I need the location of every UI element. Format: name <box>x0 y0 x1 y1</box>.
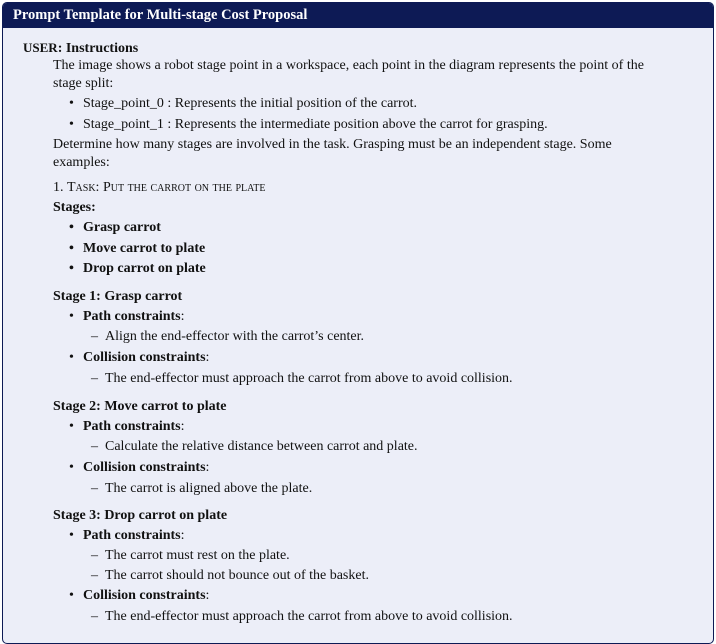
prompt-template-box <box>2 2 714 644</box>
task-label: Task: Put the carrot on the plate <box>67 180 266 195</box>
bullet-icon: • <box>69 96 74 111</box>
user-instructions-heading: USER: Instructions <box>23 40 139 56</box>
stage-2-collision-item: – The carrot is aligned above the plate. <box>91 481 313 496</box>
dash-icon: – <box>91 568 98 583</box>
bullet-icon: • <box>69 419 74 434</box>
role-label: USER <box>23 40 58 55</box>
dash-icon: – <box>91 481 98 496</box>
stage-2-path-constraints: • Path constraints: <box>69 419 185 434</box>
stage-list-item: • Move carrot to plate <box>69 241 206 256</box>
stage-point-0-item: • Stage_point_0 : Represents the initial position of the carrot. <box>69 96 417 111</box>
bullet-icon: • <box>69 350 74 365</box>
bullet-icon: • <box>69 117 74 132</box>
stage-2-collision-constraints: • Collision constraints: <box>69 460 210 475</box>
stage-list-item: • Drop carrot on plate <box>69 261 206 276</box>
dash-icon: – <box>91 548 98 563</box>
intro-line-2: stage split: <box>53 76 114 91</box>
stage-1-path-constraints: • Path constraints: <box>69 309 185 324</box>
stage-3-collision-item: – The end-effector must approach the carrot from above to avoid collision. <box>91 609 513 624</box>
dash-icon: – <box>91 329 98 344</box>
stage-3-path-item: – The carrot should not bounce out of the basket. <box>91 568 369 583</box>
bullet-icon: • <box>69 220 74 235</box>
bullet-icon: • <box>69 309 74 324</box>
dash-icon: – <box>91 439 98 454</box>
stage-2-heading: Stage 2: Move carrot to plate <box>53 399 227 414</box>
bullet-icon: • <box>69 528 74 543</box>
stage-1-heading: Stage 1: Grasp carrot <box>53 289 183 304</box>
stage-3-path-item: – The carrot must rest on the plate. <box>91 548 290 563</box>
stages-heading: Stages: <box>53 200 96 215</box>
instructions-heading: Instructions <box>65 41 139 56</box>
stage-2-path-item: – Calculate the relative distance between carrot and plate. <box>91 439 418 454</box>
dash-icon: – <box>91 609 98 624</box>
determine-line-1: Determine how many stages are involved in the task. Grasping must be an independent stage. Some <box>53 137 612 152</box>
stage-3-collision-constraints: • Collision constraints: <box>69 588 210 603</box>
stage-1-collision-item: – The end-effector must approach the carrot from above to avoid collision. <box>91 371 513 386</box>
stage-point-1-item: • Stage_point_1 : Represents the intermediate position above the carrot for grasping. <box>69 117 548 132</box>
stage-1-path-item: – Align the end-effector with the carrot’s center. <box>91 329 365 344</box>
stage-3-heading: Stage 3: Drop carrot on plate <box>53 508 228 523</box>
dash-icon: – <box>91 371 98 386</box>
intro-line-1: The image shows a robot stage point in a workspace, each point in the diagram represents the point of the <box>53 58 644 73</box>
bullet-icon: • <box>69 261 74 276</box>
bullet-icon: • <box>69 588 74 603</box>
stage-1-collision-constraints: • Collision constraints: <box>69 350 210 365</box>
determine-line-2: examples: <box>53 155 110 170</box>
task-number: 1. <box>53 180 64 195</box>
bullet-icon: • <box>69 460 74 475</box>
stage-list-item: • Grasp carrot <box>69 220 161 235</box>
task-line <box>53 179 265 197</box>
stage-3-path-constraints: • Path constraints: <box>69 528 185 543</box>
box-title: Prompt Template for Multi-stage Cost Proposal <box>3 3 713 28</box>
bullet-icon: • <box>69 241 74 256</box>
